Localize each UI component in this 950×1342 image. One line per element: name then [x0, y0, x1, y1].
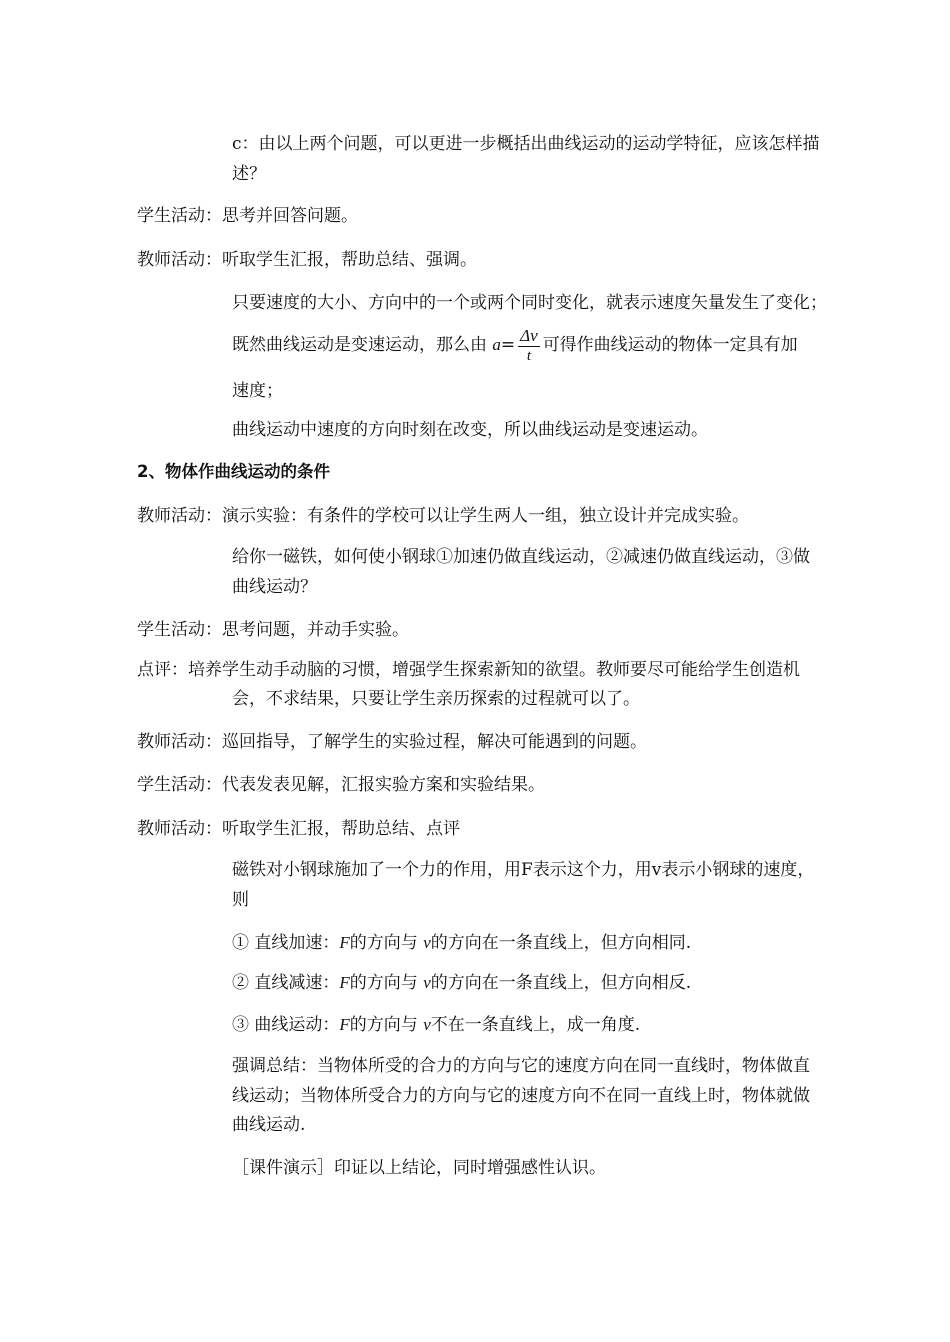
comment-line2: 会，不求结果，只要让学生亲历探索的过程就可以了。: [232, 689, 640, 709]
student-activity-2: 学生活动：思考问题，并动手实验。: [137, 620, 409, 640]
case2-velocity-symbol: v: [423, 973, 431, 992]
case2-post: 的方向在一条直线上，但方向相反.: [430, 973, 692, 993]
formula-denominator: t: [526, 348, 531, 364]
case1-mid: 的方向与: [349, 933, 424, 953]
case-straight-decelerate: [232, 969, 691, 997]
case3-force-symbol: F: [339, 1015, 350, 1034]
case3-label: ③ 曲线运动：: [232, 1015, 340, 1035]
point-velocity-change: 只要速度的大小、方向中的一个或两个同时变化，就表示速度矢量发生了变化；: [232, 293, 827, 313]
case3-mid: 的方向与: [349, 1015, 424, 1035]
magnet-line1: 磁铁对小钢球施加了一个力的作用，用F表示这个力，用v表示小钢球的速度，: [232, 860, 815, 880]
magnet-line2: 则: [232, 890, 249, 910]
case-curved-motion: [232, 1011, 640, 1039]
case3-velocity-symbol: v: [423, 1015, 431, 1034]
formula-a: a: [492, 335, 501, 354]
point-acceleration-post: 可得作曲线运动的物体一定具有加: [542, 335, 798, 355]
summary-line2: 线运动；当物体所受合力的方向与它的速度方向不在同一直线上时，物体就做: [232, 1086, 810, 1106]
experiment-line2: 曲线运动？: [232, 577, 317, 597]
case2-label: ② 直线减速：: [232, 973, 340, 993]
teacher-activity-2: 教师活动：演示实验：有条件的学校可以让学生两人一组，独立设计并完成实验。: [137, 506, 749, 526]
student-activity-3: 学生活动：代表发表见解，汇报实验方案和实验结果。: [137, 775, 545, 795]
case1-label: ① 直线加速：: [232, 933, 340, 953]
case1-velocity-symbol: v: [423, 933, 431, 952]
case1-force-symbol: F: [339, 933, 350, 952]
section-heading-2: 2、物体作曲线运动的条件: [137, 462, 330, 481]
case2-force-symbol: F: [339, 973, 350, 992]
case-straight-accelerate: [232, 929, 691, 957]
question-c-line1: c：由以上两个问题，可以更进一步概括出曲线运动的运动学特征，应该怎样描: [232, 134, 820, 154]
comment-line1: 点评：培养学生动手动脑的习惯，增强学生探索新知的欲望。教师要尽可能给学生创造机: [137, 660, 800, 680]
teacher-activity-1: 教师活动：听取学生汇报，帮助总结、强调。: [137, 250, 477, 270]
question-c-line2: 述？: [232, 164, 266, 184]
point-acceleration-pre: 既然曲线运动是变速运动，那么由: [232, 335, 493, 355]
summary-line1: 强调总结：当物体所受的合力的方向与它的速度方向在同一直线时，物体做直: [232, 1056, 810, 1076]
summary-line3: 曲线运动.: [232, 1115, 306, 1135]
formula-numerator: Δv: [520, 326, 538, 345]
case3-post: 不在一条直线上，成一角度.: [430, 1015, 641, 1035]
case1-post: 的方向在一条直线上，但方向相同.: [430, 933, 692, 953]
teacher-activity-3: 教师活动：巡回指导，了解学生的实验过程，解决可能遇到的问题。: [137, 732, 647, 752]
courseware-demo: ［课件演示］印证以上结论，同时增强感性认识。: [232, 1158, 606, 1178]
point-acceleration-cont: 速度；: [232, 381, 283, 401]
point-variable-motion: 曲线运动中速度的方向时刻在改变，所以曲线运动是变速运动。: [232, 420, 708, 440]
teacher-activity-4: 教师活动：听取学生汇报，帮助总结、点评: [137, 819, 460, 839]
experiment-line1: 给你一磁铁，如何使小钢球①加速仍做直线运动，②减速仍做直线运动，③做: [232, 547, 810, 567]
point-acceleration: [232, 326, 798, 365]
case2-mid: 的方向与: [349, 973, 424, 993]
formula-fraction: [518, 326, 540, 365]
student-activity-1: 学生活动：思考并回答问题。: [137, 206, 358, 226]
formula-equals: =: [500, 335, 516, 355]
